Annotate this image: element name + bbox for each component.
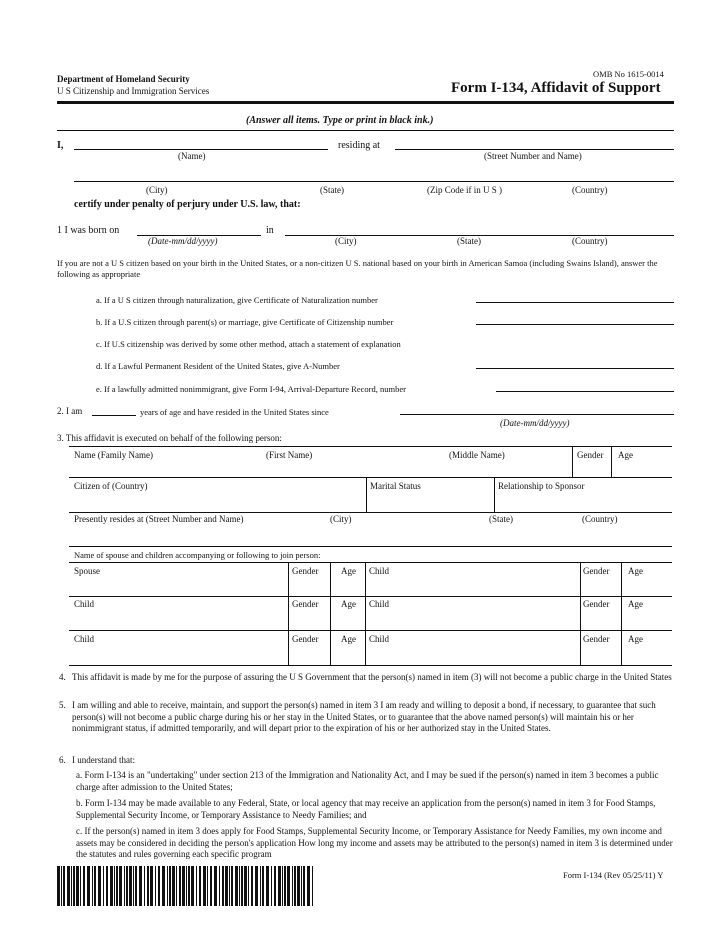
item1-note: If you are not a U S citizen based on your birth in the United States, or a non-citizen U S. national based on your birth in American Samoa (including Swains Island), answer the following as appropriate (57, 258, 658, 279)
state-caption: (State) (320, 185, 344, 195)
middle-name-label: (Middle Name) (449, 450, 505, 460)
item2-text: years of age and have resided in the United States since (140, 407, 329, 417)
item4-text: This affidavit is made by me for the purpose of assuring the U S Government that the person(s) named in item (3) will not become a public charge in the United States (72, 672, 672, 682)
row-rule (69, 477, 672, 478)
relationship-label: Relationship to Sponsor (498, 481, 585, 491)
resides-country-label: (Country) (582, 514, 618, 524)
resides-state-label: (State) (489, 514, 513, 524)
divider (621, 562, 622, 665)
item3-label: 3. This affidavit is executed on behalf of the following person: (57, 433, 282, 443)
item6-a: a. Form I-134 is an "undertaking" under section 213 of the Immigration and Nationality Act, and I may be sued if the person(s) named in item 3 becomes a public charge after admission to the United States; (76, 770, 659, 792)
resided-date-caption: (Date-mm/dd/yyyy) (500, 418, 570, 428)
child-label: Child (74, 599, 95, 609)
citizenship-number-field[interactable] (476, 324, 674, 325)
citizen-of-label: Citizen of (Country) (74, 481, 148, 491)
child-label: Child (74, 634, 95, 644)
birth-date-caption: (Date-mm/dd/yyyy) (148, 236, 218, 246)
birth-country-caption: (Country) (572, 236, 608, 246)
item1-e: e. If a lawfully admitted nonimmigrant, give Form I-94, Arrival-Departure Record, number (96, 384, 406, 394)
item1-b: b. If a U.S citizen through parent(s) or marriage, give Certificate of Citizenship number (96, 317, 394, 327)
name-field[interactable] (74, 149, 328, 150)
item1-d: d. If a Lawful Permanent Resident of the United States, give A-Number (96, 361, 340, 371)
naturalization-number-field[interactable] (476, 302, 674, 303)
divider (366, 478, 367, 512)
certify-text: certify under penalty of perjury under U.S. law, that: (74, 199, 301, 210)
residing-at-label: residing at (338, 140, 380, 151)
age-label: Age (341, 566, 356, 576)
age-label: Age (618, 450, 633, 460)
birth-city-caption: (City) (335, 236, 357, 246)
item3-top-rule (69, 446, 672, 447)
row-rule (69, 665, 672, 666)
i94-number-field[interactable] (496, 391, 674, 392)
zip-caption: (Zip Code if in U S ) (427, 185, 502, 195)
divider (580, 562, 581, 665)
spouse-children-header: Name of spouse and children accompanying or following to join person: (74, 550, 321, 560)
street-caption: (Street Number and Name) (484, 151, 582, 161)
barcode-image (57, 866, 317, 906)
resides-at-label: Presently resides at (Street Number and Name) (74, 514, 244, 524)
item1-c: c. If U.S citizenship was derived by some other method, attach a statement of explanation (96, 339, 401, 349)
divider (494, 478, 495, 512)
divider (330, 562, 331, 665)
child-label: Child (369, 634, 390, 644)
age-label: Age (628, 634, 643, 644)
gender-label: Gender (292, 599, 319, 609)
first-name-label: (First Name) (266, 450, 313, 460)
gender-label: Gender (577, 450, 604, 460)
age-label: Age (341, 599, 356, 609)
item6-c: c. If the person(s) named in item 3 does apply for Food Stamps, Supplemental Security Income, or Temporary Assistance for Needy Families, my own income and assets may be considered in deciding the person's application How long my income and assets may be attributed to the person(s) named in item 3 is determined under the statutes and rules governing each specific program (76, 826, 673, 859)
item1-label: 1 I was born on (57, 225, 120, 236)
item2-label: 2. I am (57, 406, 83, 416)
gender-label: Gender (292, 566, 319, 576)
country-caption: (Country) (572, 185, 608, 195)
gender-label: Gender (292, 634, 319, 644)
i-label: I, (57, 140, 64, 151)
name-caption: (Name) (178, 151, 206, 161)
marital-status-label: Marital Status (370, 481, 421, 491)
header-rule (57, 101, 674, 104)
birth-state-caption: (State) (457, 236, 481, 246)
family-name-label: Name (Family Name) (74, 450, 153, 460)
row-rule (69, 596, 672, 597)
item6-b: b. Form I-134 may be made available to any Federal, State, or local agency that may receive an application from the person(s) named in item 3 for Food Stamps, Supplemental Security Income, or Temporary Assistance to Needy Families; and (76, 798, 656, 820)
agency-label: U S Citizenship and Immigration Services (57, 86, 210, 96)
resides-city-label: (City) (330, 514, 352, 524)
a-number-field[interactable] (476, 368, 674, 369)
row-rule (69, 546, 672, 547)
item6-num: 6. (59, 755, 66, 765)
resided-since-field[interactable] (400, 414, 674, 415)
age-label: Age (628, 566, 643, 576)
child-label: Child (369, 599, 390, 609)
street-field[interactable] (395, 149, 674, 150)
address-field[interactable] (74, 181, 674, 182)
gender-label: Gender (583, 566, 610, 576)
in-label: in (266, 225, 274, 236)
divider (365, 562, 366, 665)
form-title: Form I-134, Affidavit of Support (451, 80, 661, 96)
age-label: Age (341, 634, 356, 644)
gender-label: Gender (583, 599, 610, 609)
department-label: Department of Homeland Security (57, 74, 190, 84)
divider (611, 447, 612, 477)
item5-num: 5. (59, 700, 66, 710)
item1-a: a. If a U S citizen through naturalization, give Certificate of Naturalization number (96, 295, 378, 305)
row-rule (69, 562, 672, 563)
gender-label: Gender (583, 634, 610, 644)
divider (288, 562, 289, 665)
omb-number: OMB No 1615-0014 (593, 69, 664, 79)
item4-num: 4. (59, 672, 66, 682)
spouse-label: Spouse (74, 566, 101, 576)
row-rule (69, 630, 672, 631)
child-label: Child (369, 566, 390, 576)
form-revision: Form I-134 (Rev 05/25/11) Y (563, 870, 664, 880)
divider (572, 447, 573, 477)
row-rule (69, 512, 672, 513)
city-caption: (City) (146, 185, 168, 195)
divider (57, 130, 674, 131)
item6-label: I understand that: (72, 755, 135, 765)
age-label: Age (628, 599, 643, 609)
age-field[interactable] (92, 415, 136, 416)
instruction-text: (Answer all items. Type or print in black ink.) (246, 115, 434, 126)
item5-text: I am willing and able to receive, maintain, and support the person(s) named in item 3 I am ready and willing to deposit a bond, if necessary, to guarantee that such person(s) will not become a public charge during his or her stay in the United States, or to guarantee that the above named person(s) will maintain his or her nonimmigrant status, if admitted temporarily, and will depart prior to the expiration of his or her authorized stay in the United States. (72, 700, 656, 733)
